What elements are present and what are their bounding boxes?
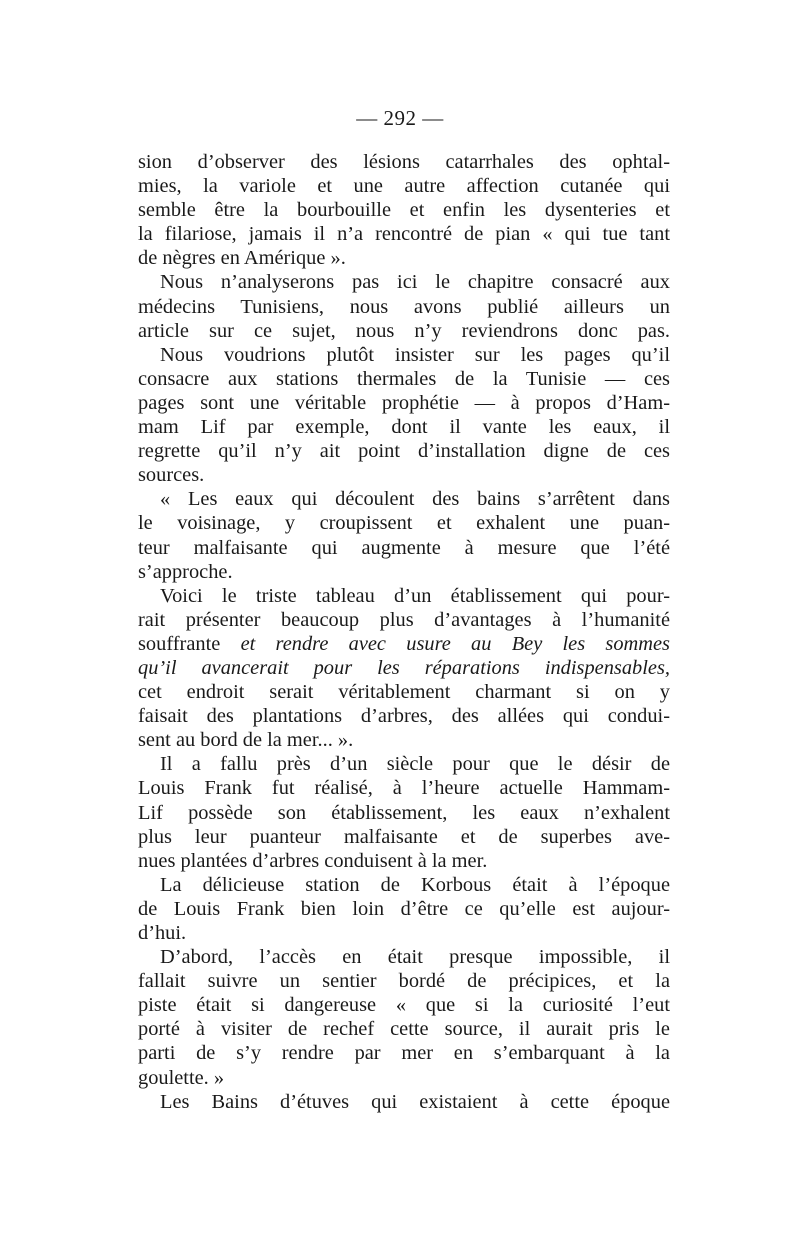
text-line: d’hui. — [138, 922, 187, 944]
text-line: piste était si dangereuse « que si la curiosité l’eut — [138, 994, 670, 1017]
text-line: D’abord, l’accès en était presque impossible, il — [160, 946, 670, 969]
text-line: semble être la bourbouille et enfin les dysenteries et — [138, 199, 670, 222]
paragraph — [138, 873, 670, 945]
text-line: Il a fallu près d’un siècle pour que le désir de — [160, 753, 670, 776]
paragraph — [138, 584, 670, 753]
text-line: porté à visiter de rechef cette source, il aurait pris le — [138, 1018, 670, 1041]
text-line — [138, 632, 670, 656]
text-line: Nous n’analyserons pas ici le chapitre consacré aux — [160, 271, 670, 294]
italic-fragment: et rendre avec usure au Bey les sommes — [240, 632, 670, 655]
text-line: parti de s’y rendre par mer en s’embarquant à la — [138, 1042, 670, 1065]
text-line: teur malfaisante qui augmente à mesure que l’été — [138, 536, 670, 559]
text-line: Lif possède son établissement, les eaux n’exhalent — [138, 801, 670, 824]
text-line: faisait des plantations d’arbres, des allées qui condui- — [138, 705, 670, 728]
text-line: Les Bains d’étuves qui existaient à cette époque — [160, 1090, 670, 1113]
text-fragment: souffrante — [138, 632, 221, 655]
text-line: goulette. » — [138, 1066, 225, 1089]
paragraph — [138, 1090, 670, 1114]
text-line: Voici le triste tableau d’un établissement qui pour- — [160, 584, 670, 607]
paragraph — [138, 487, 670, 583]
text-line: mam Lif par exemple, dont il vante les eaux, il — [138, 416, 670, 439]
text-line: La délicieuse station de Korbous était à l’époque — [160, 873, 670, 896]
text-line: de Louis Frank bien loin d’être ce qu’elle est aujour- — [138, 897, 670, 920]
text-line: pages sont une véritable prophétie — à propos d’Ham- — [138, 391, 670, 414]
paragraph — [138, 343, 670, 488]
text-line: s’approche. — [138, 560, 233, 583]
text-line: article sur ce sujet, nous n’y reviendrons donc pas. — [138, 319, 670, 342]
text-line: le voisinage, y croupissent et exhalent une puan- — [138, 512, 670, 535]
text-line: mies, la variole et une autre affection cutanée qui — [138, 175, 670, 198]
text-line: consacre aux stations thermales de la Tunisie — ces — [138, 367, 670, 390]
text-line: fallait suivre un sentier bordé de précipices, et la — [138, 970, 670, 993]
paragraph — [138, 150, 670, 270]
paragraph — [138, 945, 670, 1090]
page-number: — 292 — — [356, 106, 444, 130]
text-line: Nous voudrions plutôt insister sur les pages qu’il — [160, 343, 670, 366]
paragraph — [138, 752, 670, 872]
text-line: plus leur puanteur malfaisante et de superbes ave- — [138, 825, 670, 848]
text-line: regrette qu’il n’y ait point d’installation digne de ces — [138, 440, 670, 463]
paragraph — [138, 270, 670, 342]
text-line: de nègres en Amérique ». — [138, 247, 346, 270]
body-text — [138, 150, 670, 1114]
text-line: nues plantées d’arbres conduisent à la mer. — [138, 849, 488, 872]
text-line: Louis Frank fut réalisé, à l’heure actuelle Hammam- — [138, 777, 670, 800]
text-line: rait présenter beaucoup plus d’avantages à l’humanité — [138, 608, 670, 631]
text-line: « Les eaux qui découlent des bains s’arrêtent dans — [160, 488, 670, 511]
text-line: sources. — [138, 464, 205, 487]
italic-fragment: qu’il avancerait pour les réparations indispensables, — [138, 656, 670, 679]
text-line: sion d’observer des lésions catarrhales des ophtal- — [138, 151, 670, 173]
text-line: cet endroit serait véritablement charmant si on y — [138, 681, 670, 704]
text-line — [138, 656, 670, 680]
text-line: sent au bord de la mer... ». — [138, 729, 354, 752]
text-line: la filariose, jamais il n’a rencontré de pian « qui tue tant — [138, 223, 670, 246]
text-line: médecins Tunisiens, nous avons publié ailleurs un — [138, 295, 670, 318]
